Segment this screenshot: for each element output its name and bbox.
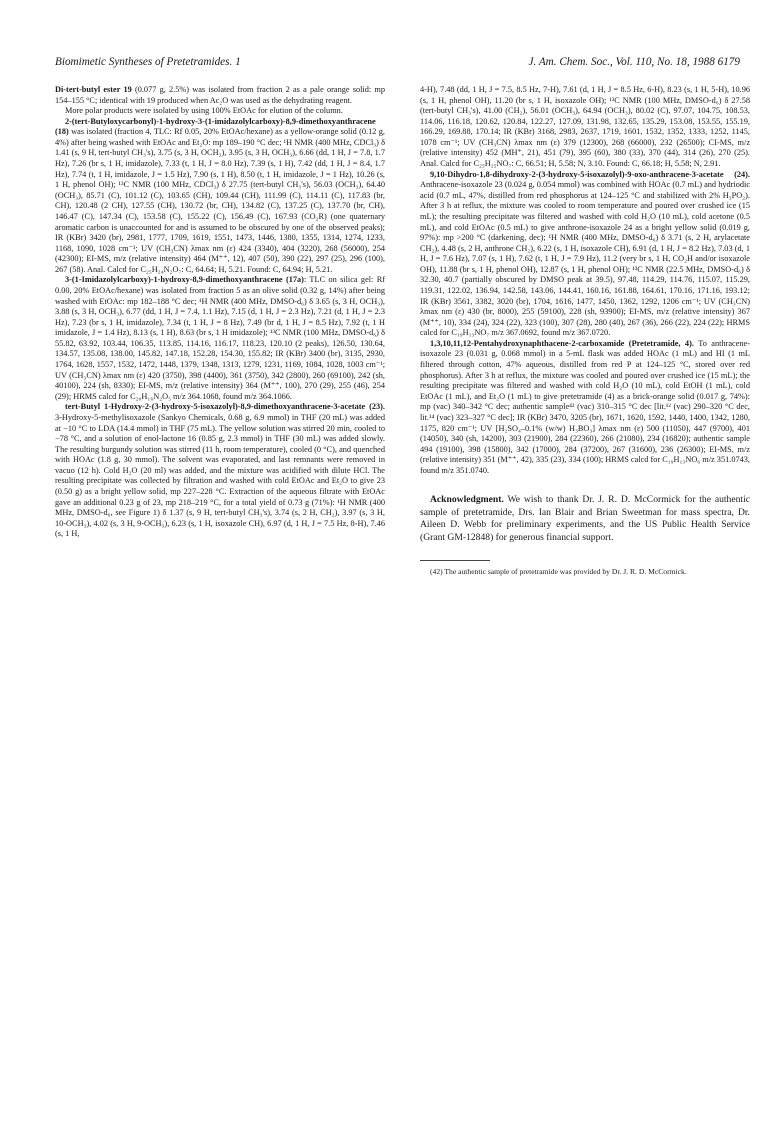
right-column [420, 85, 750, 577]
paragraph [420, 85, 750, 170]
header-title: Biomimetic Syntheses of Pretetramides. 1 [55, 56, 241, 68]
paragraph-body: To anthracene-isoxazole 23 (0.031 g, 0.068 mmol) in a 5-mL flask was added HOAc (1 mL) and HI (1 mL filtered through cotton, 47% aqueous, distilled from red P at 124–125 °C, stored over red phosphorus). After 3 h at reflux, the mixture was cooled and poured over crushed ice (15 mL); the resulting precipitate was filtered and washed with cold H₂O (10 mL), cold EtOH (1 mL), cold EtOAc (1 mL), and Et₂O (1 mL) to give pretetramide (4) as a brick-orange solid (0.017 g, 74%): mp (vac) 340–342 °C dec; authentic sample⁴² (vac) 310–315 °C dec [lit.¹² (vac) 290–320 °C dec, lit.¹⁴ (vac) 323–327 °C dec]; IR (KBr) 3470, 3205 (br), 1671, 1620, 1592, 1440, 1400, 1342, 1280, 1175, 820 cm⁻¹; UV [H₂SO₄–0.1% (w/w) H₃BO₃] λmax nm (ε) 500 (11050), 447 (9700), 401 (14050), 340 (sh, 14200), 303 (21900), 284 (22360), 266 (21080), 234 (16820); authentic sample 494 (19100), 398 (15800), 342 (17000), 284 (37200), 267 (31600), 236 (26300); EI-MS, m/z (relative intensity) 351 (M⁺⁺, 42), 335 (23), 334 (100); HRMS calcd for C₁₉H₁₃NO₆ m/z 351.0743, found m/z 351.0740. [420, 338, 750, 475]
acknowledgment-body: We wish to thank Dr. J. R. D. McCormick for the authentic sample of pretetramide, Drs. Ian Blair and Brian Sweetman for mass spectra, Dr. Aileen D. Webb for preliminary experiments, and the US Public Health Service (Grant GM-12848) for generous financial support. [420, 494, 750, 543]
paragraph-body: 3-Hydroxy-5-methylisoxazole (Sankyo Chemicals, 0.68 g, 6.9 mmol) in THF (20 mL) was added at −10 °C to LDA (14.4 mmol) in THF (75 mL). The yellow solution was stirred 20 min, cooled to −78 °C, and a solution of enol-lactone 16 (0.85 g, 2.3 mmol) in THF (30 mL) was added slowly. The resulting burgundy solution was stirred (11 h, room temperature), cooled (0 °C), and quenched with HOAc (1.8 g, 30 mmol). The solvent was evaporated, and last remnants were removed in vacuo (12 h). Cold H₂O (20 ml) was added, and the mixture was acidified with dilute HCl. The resulting precipitate was collected by filtration and washed with cold EtOAc and Et₂O to give 23 (0.50 g) as a bright yellow solid, mp 227–228 °C. Extraction of the aqueous filtrate with EtOAc gave an additional 0.23 g of 23, mp 218–219 °C, for a total yield of 0.73 g (71%): ¹H NMR (400 MHz, DMSO-d₆, see Figure 1) δ 1.37 (s, 9 H, tert-butyl CH₃'s), 3.74 (s, 2 H, CH₂), 3.97 (s, 3 H, 10-OCH₃), 4.02 (s, 3 H, 9-OCH₃), 6.23 (s, 1 H, isoxazole CH), 6.97 (d, 1 H, J = 7.5 Hz, 8-H), 7.46 (s, 1 H, [55, 412, 385, 539]
paragraph-heading: 9,10-Dihydro-1,8-dihydroxy-2-(3-hydroxy-5-isoxazolyl)-9-oxo-anthracene-3-acetate (24). [430, 169, 750, 179]
footnote: (42) The authentic sample of pretetramide was provided by Dr. J. R. D. McCormick. [430, 567, 687, 577]
paragraph-heading: Di-tert-butyl ester 19 [55, 85, 132, 94]
paragraph [55, 402, 385, 540]
paragraph [420, 339, 750, 477]
acknowledgment-heading: Acknowledgment. [430, 494, 504, 506]
paragraph-heading: 3-(1-Imidazolylcarboxy)-1-hydroxy-8,9-dimethoxyanthracene (17a) [65, 275, 304, 285]
paragraph-heading: 2-(tert-Butyloxycarbonyl)-1-hydroxy-3-(1-imidazolylcarboxy)-8,9-dimethoxyanthracene (18) [55, 116, 376, 137]
paragraph-body: was isolated (fraction 4, TLC: Rf 0.05, 20% EtOAc/hexane) as a yellow-orange solid (0.12 g, 4%) after being washed with EtOAc and Et₂O: mp 189–190 °C dec; ¹H NMR (400 MHz, CDCl₃) δ 1.41 (s, 9 H, tert-butyl CH₃'s), 3.75 (s, 3 H, OCH₃), 3.95 (s, 3 H, OCH₃), 6.66 (dd, 1 H, J = 7.8, 1.7 Hz), 7.26 (br s, 1 H, imidazole), 7.33 (t, 1 H, J = 8.0 Hz), 7.39 (s, 1 H), 7.42 (dd, 1 H, J = 8.4, 1.7 Hz), 7.74 (t, 1 H, imidazole, J = 1.5 Hz), 7.90 (s, 1 H), 8.50 (t, 1 H, imidazole, J = 1 Hz), 10.26 (s, 1 H, phenol OH); ¹³C NMR (100 MHz, CDCl₃) δ 27.75 (tert-butyl CH₃'s), 56.03 (OCH₃), 64.40 (OCH₃), 85.71 (C), 101.12 (C), 103.65 (CH), 109.44 (CH), 111.99 (C), 114.11 (C), 117.83 (br, CH), 120.48 (2 CH), 127.55 (CH), 130.72 (br, CH), 134.82 (C), 137.25 (C), 137.70 (br, CH), 146.47 (C), 147.34 (C), 153.58 (C), 155.22 (C), 156.49 (C), 167.93 (CO₂R) (one quaternary aromatic carbon is unaccounted for and is assumed to be obscured by one of the observed peaks); IR (KBr) 3420 (br), 2981, 1777, 1709, 1619, 1551, 1473, 1446, 1380, 1355, 1314, 1274, 1233, 1168, 1090, 1028 cm⁻¹; UV (CH₃CN) λmax nm (ε) 424 (3340), 404 (3220), 268 (56000), 254 (42300); EI-MS, m/z (relative intensity) 464 (M⁺⁺, 12), 407 (50), 390 (22), 297 (25), 296 (100), 267 (58). Anal. Calcd for C₂₅H₂₄N₂O₇: C, 64.64; H, 5.21. Found: C, 64.94; H, 5.21. [55, 127, 385, 274]
paragraph [55, 85, 385, 106]
footnote-divider [420, 560, 490, 561]
paragraph-body: More polar products were isolated by using 100% EtOAc for elution of the column. [65, 106, 343, 116]
paragraph [55, 106, 385, 117]
paragraph-body: Anthracene-isoxazole 23 (0.024 g, 0.054 mmol) was combined with HOAc (0.7 mL) and hydriodic acid (0.7 mL, 47%, distilled from red phosphorus at 124–125 °C and stabilized with 2% H₃PO₂). After 3 h at reflux, the mixture was cooled to room temperature and poured over crushed ice (15 mL); the resulting precipitate was filtered and washed with cold H₂O (10 mL), cold acetone (0.5 mL), and cold EtOAc (0.5 mL) to give anthrone-isoxazole 24 as a bright yellow solid (0.019 g, 97%): mp >200 °C (darkening, dec); ¹H NMR (400 MHz, DMSO-d₆) δ 3.71 (s, 2 H, arylacetate CH₂), 4.48 (s, 2 H, anthrone CH₂), 6.22 (s, 1 H, isoxazole CH), 6.91 (d, 1 H, J = 8.2 Hz), 7.03 (d, 1 H, J = 7.6 Hz), 7.07 (s, 1 H), 7.62 (t, 1 H, J = 7.9 Hz), 11.2 (very br s, 1 H, CO₂H and/or isoxazole OH), 11.88 (br s, 1 H, phenol OH), 12.87 (s, 1 H, phenol OH); ¹³C NMR (22.5 MHz, DMSO-d₆) δ 32.30, 40.7 (partially obscured by DMSO peak at 39.5), 97.48, 114.29, 114.76, 115.07, 115.29, 119.31, 122.02, 136.94, 142.58, 143.06, 144.41, 160.16, 161.88, 164.61, 170.16, 171.16, 193.12; IR (KBr) 3561, 3382, 3020 (br), 1704, 1616, 1477, 1450, 1362, 1292, 1206 cm⁻¹; UV (CH₃CN) λmax nm (ε) 430 (br, 8000), 255 (59100), 228 (sh, 93900); EI-MS, m/z (relative intensity) 367 (M⁺⁺, 10), 334 (24), 324 (22), 323 (100), 307 (28), 280 (40), 267 (36), 266 (22), 224 (22); HRMS calcd for C₁₉H₁₃NO₇ m/z 367.0692, found m/z 367.0720. [420, 180, 750, 338]
paragraph [55, 275, 385, 402]
paragraph-body: : TLC on silica gel: Rf 0.00, 20% EtOAc/hexane) was isolated from fraction 5 as an olive solid (0.32 g, 14%) after being washed with EtOAc: mp 182–188 °C dec; ¹H NMR (400 MHz, DMSO-d₆) δ 3.65 (s, 3 H, OCH₃), 3.88 (s, 3 H, OCH₃), 6.77 (dd, 1 H, J = 7.4, 1.1 Hz), 7.15 (d, 1 H, J = 2.3 Hz), 7.21 (d, 1 H, J = 2.3 Hz), 7.23 (br s, 1 H, imidazole), 7.34 (t, 1 H, J = 8 Hz), 7.49 (br d, 1 H, J = 8.5 Hz), 7.92 (t, 1 H imidazole, J = 1.4 Hz), 8.13 (s, 1 H), 8.63 (br s, 1 H imidazole); ¹³C NMR (100 MHz, DMSO-d₆) δ 55.82, 63.92, 103.44, 106.35, 113.85, 114.16, 116.17, 118.23, 120.10 (2 peaks), 126.50, 130.64, 134.57, 135.08, 138.00, 145.82, 147.18, 152.28, 154.30, 155.82; IR (KBr) 3400 (br), 3135, 2930, 1764, 1628, 1557, 1532, 1472, 1448, 1379, 1348, 1313, 1279, 1231, 1169, 1084, 1028, 1003 cm⁻¹; UV (CH₃CN) λmax nm (ε) 420 (3750), 398 (4400), 361 (3750), 342 (2800), 260 (69100), 242 (sh, 40100), 224 (sh, 8330); EI-MS, m/z (relative intensity) 364 (M⁺⁺, 100), 270 (29), 255 (46), 254 (29); HRMS calcd for C₂₀H₁₆N₂O₅ m/z 364.1068, found m/z 364.1066. [55, 275, 385, 401]
paragraph-body: (0.077 g, 2.5%) was isolated from fraction 2 as a pale orange solid: mp 154–155 °C; identical with 19 produced when Ac₂O was used as the dehydrating reagent. [55, 85, 385, 105]
acknowledgment [420, 494, 750, 544]
paragraph [420, 170, 750, 339]
paragraph-heading: 1,3,10,11,12-Pentahydroxynaphthacene-2-carboxamide (Pretetramide, 4). [430, 338, 694, 348]
header-journal-citation: J. Am. Chem. Soc., Vol. 110, No. 18, 1988 6179 [528, 56, 740, 68]
running-header [55, 56, 740, 72]
paragraph [55, 117, 385, 276]
paragraph-heading: tert-Butyl 1-Hydroxy-2-(3-hydroxy-5-isoxazolyl)-8,9-dimethoxyanthracene-3-acetate (23). [65, 402, 385, 412]
paragraph-body: 4-H), 7.48 (dd, 1 H, J = 7.5, 8.5 Hz, 7-H), 7.61 (d, 1 H, J = 8.5 Hz, 6-H), 8.23 (s, 1 H, 5-H), 10.96 (s, 1 H, phenol OH), 11.20 (br s, 1 H, isoxazole OH); ¹³C NMR (100 MHz, DMSO-d₆) δ 27.58 (tert-butyl CH₃'s), 41.00 (CH₂), 56.01 (OCH₃), 64.94 (OCH₃), 80.02 (C), 97.07, 104.75, 108.53, 114.06, 116.18, 120.62, 120.84, 122.27, 127.09, 131.98, 132.65, 135.29, 153.08, 153.55, 155.19, 166.29, 169.88, 170.14; IR (KBr) 3168, 2983, 2637, 1719, 1601, 1532, 1352, 1333, 1252, 1145, 1078 cm⁻¹; UV (CH₃CN) λmax nm (ε) 379 (12300), 268 (66000), 232 (26500); CI-MS, m/z (relative intensity) 452 (MH⁺, 21), 451 (79), 395 (60), 380 (33), 370 (44), 314 (26), 270 (25). Anal. Calcd for C₂₅H₂₅NO₇: C, 66.51; H, 5.58; N, 3.10. Found: C, 66.18; H, 5.58; N, 2.91. [420, 85, 750, 169]
left-column [55, 85, 385, 540]
